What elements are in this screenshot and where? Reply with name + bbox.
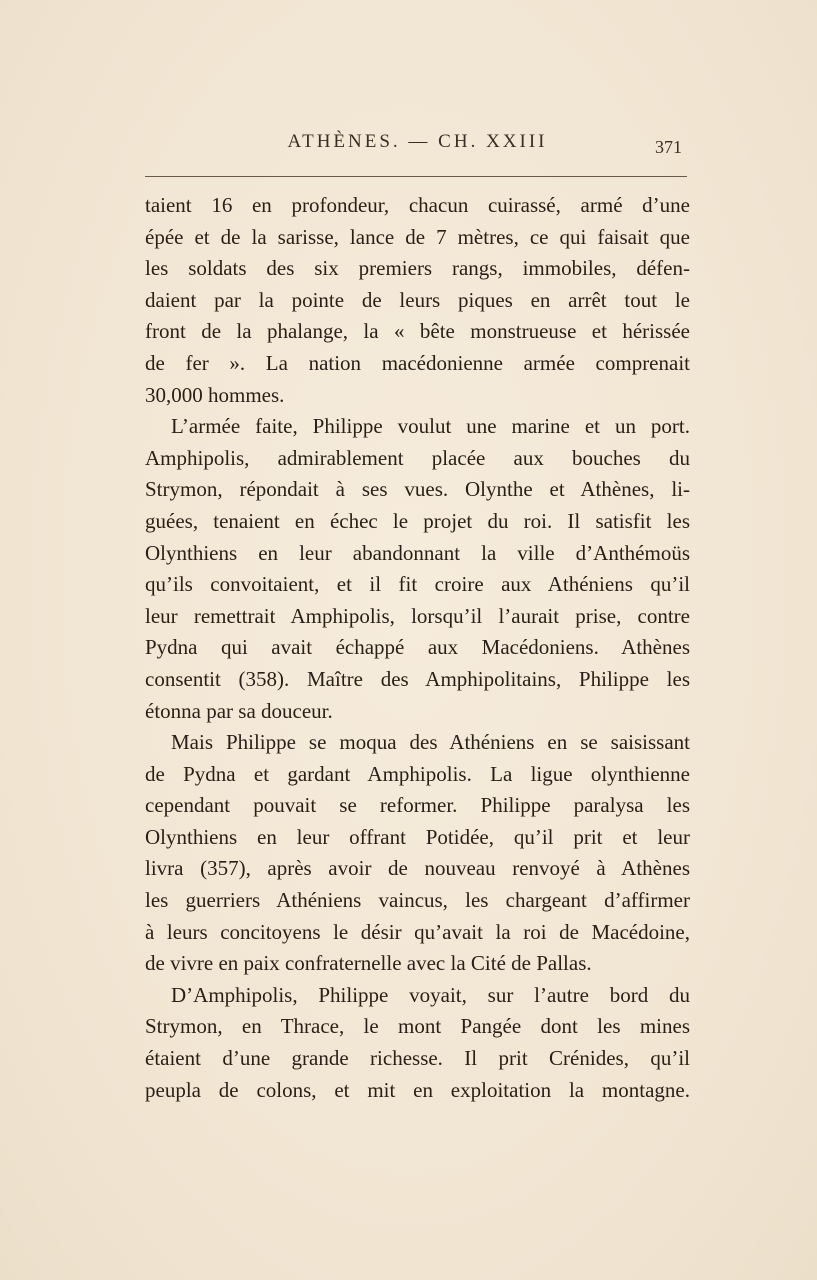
text-line: à leurs concitoyens le désir qu’avait la roi de Macédoine, [145,919,690,944]
text-line: leur remettrait Amphipolis, lorsqu’il l’aurait prise, contre [145,603,690,628]
text-line: étaient d’une grande richesse. Il prit Crénides, qu’il [145,1046,690,1071]
text-line: qu’ils convoitaient, et il fit croire aux Athéniens qu’il [145,572,690,597]
text-line: épée et de la sarisse, lance de 7 mètres, ce qui faisait que [145,224,690,249]
text-line: 30,000 hommes. [145,382,285,407]
running-head [145,131,690,161]
text-line: guées, tenaient en échec le projet du roi. Il satisfit les [145,508,690,533]
text-line: daient par la pointe de leurs piques en arrêt tout le [145,287,690,312]
text-line: étonna par sa douceur. [145,698,333,723]
text-line: Mais Philippe se moqua des Athéniens en se saisissant [171,730,690,755]
text-line: peupla de colons, et mit en exploitation la montagne. [145,1077,690,1102]
text-line: de fer ». La nation macédonienne armée comprenait [145,350,690,375]
text-line: les soldats des six premiers rangs, immobiles, défen- [145,256,690,281]
body-text [145,190,690,1106]
text-line: cependant pouvait se reformer. Philippe paralysa les [145,793,690,818]
text-line: consentit (358). Maître des Amphipolitains, Philippe les [145,666,690,691]
text-line: Olynthiens en leur abandonnant la ville d’Anthémoüs [145,540,690,565]
text-line: Strymon, répondait à ses vues. Olynthe et Athènes, li- [145,477,690,502]
text-line: Pydna qui avait échappé aux Macédoniens. Athènes [145,635,690,660]
text-line: les guerriers Athéniens vaincus, les chargeant d’affirmer [145,888,690,913]
page-number: 371 [655,137,682,157]
text-line: de Pydna et gardant Amphipolis. La ligue olynthienne [145,761,690,786]
running-title: ATHÈNES. — CH. XXIII [287,131,548,152]
text-line: Olynthiens en leur offrant Potidée, qu’il prit et leur [145,824,690,849]
text-line: Amphipolis, admirablement placée aux bouches du [145,445,690,470]
text-line: de vivre en paix confraternelle avec la Cité de Pallas. [145,951,592,976]
text-line: front de la phalange, la « bête monstrueuse et hérissée [145,319,690,344]
text-line: taient 16 en profondeur, chacun cuirassé, armé d’une [145,193,690,217]
header-rule [145,176,687,177]
text-line: livra (357), après avoir de nouveau renvoyé à Athènes [145,856,690,881]
text-line: Strymon, en Thrace, le mont Pangée dont les mines [145,1014,690,1039]
text-line: D’Amphipolis, Philippe voyait, sur l’autre bord du [171,982,690,1007]
text-line: L’armée faite, Philippe voulut une marine et un port. [171,414,690,439]
